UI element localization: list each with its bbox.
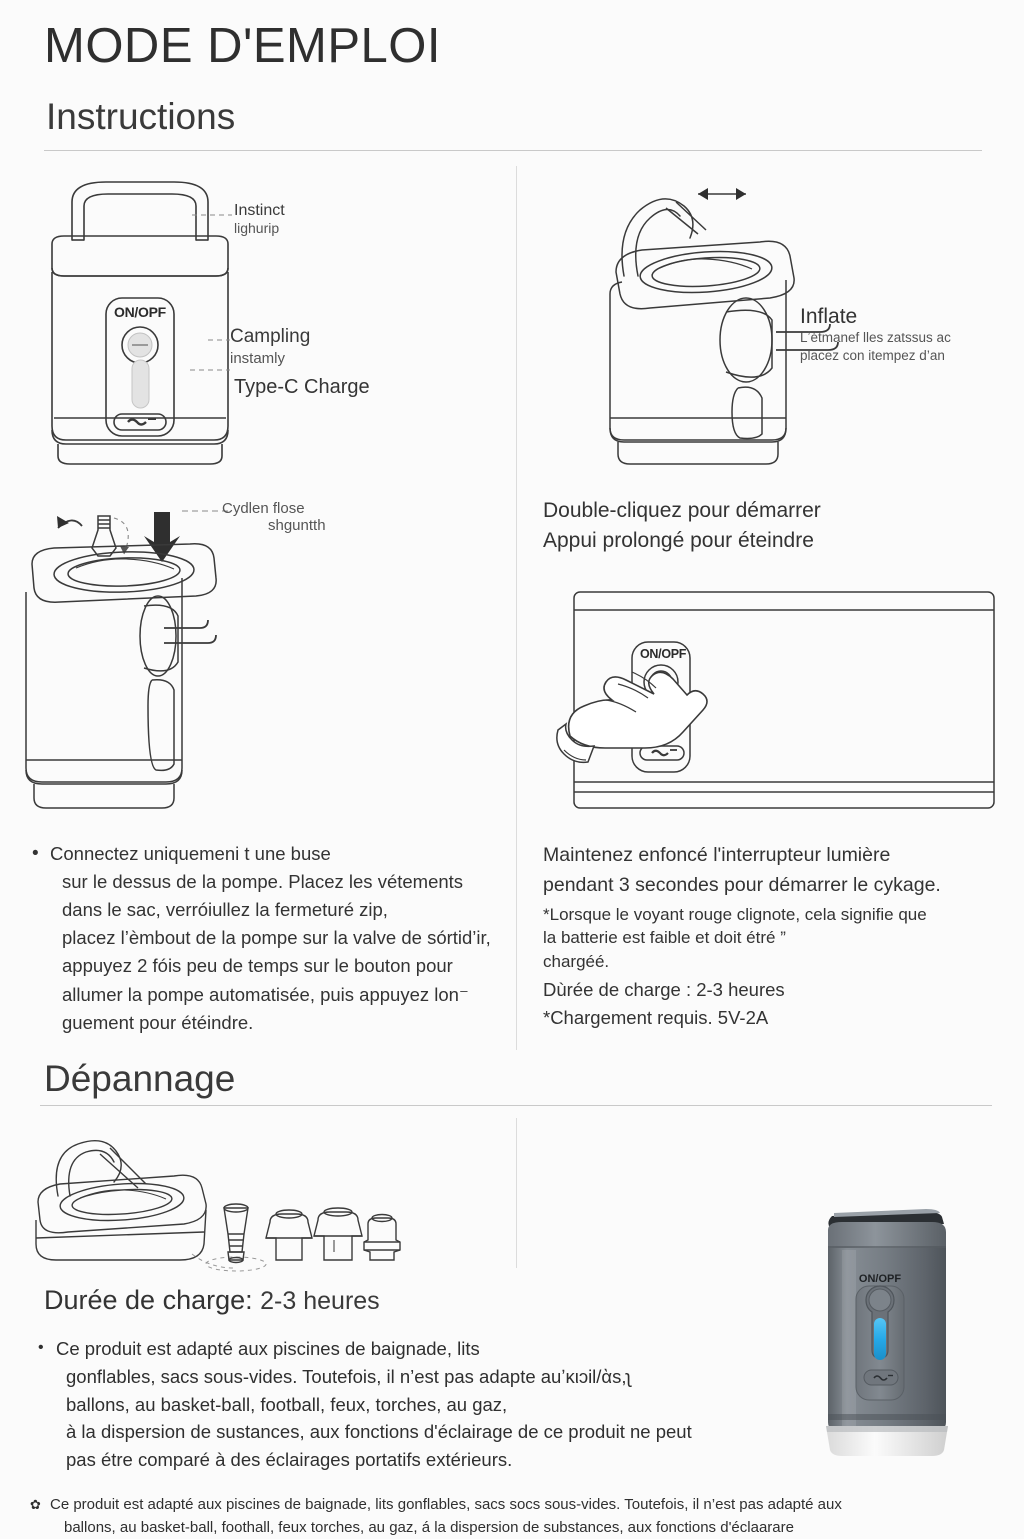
charge-duration-label: Durée de charge: xyxy=(44,1285,253,1315)
callout-cyclen-hose: Cydlen flose shguntth xyxy=(222,500,326,535)
divider-instructions xyxy=(44,150,982,151)
device-button-label: ON/OPF xyxy=(640,647,687,661)
callout-type-c-charge: Type-C Charge xyxy=(234,376,370,398)
page-title: MODE D'EMPLOI xyxy=(44,19,442,73)
svg-text:ON/OPF: ON/OPF xyxy=(858,1273,902,1285)
diagram-pump-nozzle-view xyxy=(14,486,264,826)
section-title-depannage: Dépannage xyxy=(44,1058,236,1099)
diagram-press-button xyxy=(570,584,1000,816)
callout-instinct: Instinct lighurip xyxy=(234,202,285,237)
charge-duration-heading xyxy=(44,1285,380,1316)
instruction-double-click: Double-cliquez pour démarrer Appui prolongé pour éteindre xyxy=(543,499,821,552)
paragraph-right-charge-specs: Dùrée de charge : 2-3 heures *Chargement requis. 5V-2A xyxy=(543,979,785,1028)
device-button-label: ON/OPF xyxy=(114,304,166,320)
column-divider-top xyxy=(516,166,517,1050)
paragraph-right-battery-note: *Lorsque le voyant rouge clignote, cela signifie que la batterie est faible et doit étré ” chargéé. xyxy=(543,905,927,971)
divider-depannage xyxy=(40,1105,992,1106)
callout-campling: Campling instamly xyxy=(230,326,311,367)
column-divider-bottom xyxy=(516,1118,517,1268)
product-photo xyxy=(812,1200,972,1458)
bullet-marker: • xyxy=(32,843,39,864)
paragraph-left-instructions: • Connectez uniquemeni t une buse sur le dessus de la pompe. Placez les vétements dans le sac, verróiullez la fermeturé zip, placez l’èmbout de la pompe sur la valve de sórtid’ir, appuyez 2 fóis peu de temps sur le bouton pour allumer la pompe automatisée, puis appuyez lon⁻ guement pour étéindre. xyxy=(32,840,502,1037)
charge-duration-value: 2-3 heures xyxy=(260,1287,380,1315)
paragraph-bottom-usage: • Ce produit est adapté aux piscines de baignade, lits gonflables, sacs sous-vides. Toutefois, il n’est pas adapte auʼκιɔil/ὰs,ʅ ballons, au basket-ball, football, feux, torches, au gaz, à la dispersion de sustances, aux fonctions d'éclairage de ce produit ne peut pas étre comparé à des éclairages portatifs extérieurs. xyxy=(38,1338,692,1470)
diagram-accessories-nozzles xyxy=(34,1134,434,1284)
section-title-instructions: Instructions xyxy=(46,96,236,137)
paragraph-right-hold-switch: Maintenez enfoncé l'interrupteur lumière pendant 3 secondes pour démarrer le cykage. xyxy=(543,844,941,896)
bullet-marker: • xyxy=(38,1339,44,1356)
footnote-usage: ✿ Ce produit est adapté aux piscines de baignade, lits gonflables, sacs socs sous-vides. Toutefois, il n’est pas adapté aux ballons, au basket-ball, foothall, feux torches, au gaz, á la dispersion de substances, aux fonctions d'éclaarare xyxy=(30,1496,842,1536)
callout-inflate: Inflate Lʼétmanef lles zatssus ac placez con itempez d’an xyxy=(800,305,951,363)
flower-asterisk-icon: ✿ xyxy=(30,1497,41,1512)
